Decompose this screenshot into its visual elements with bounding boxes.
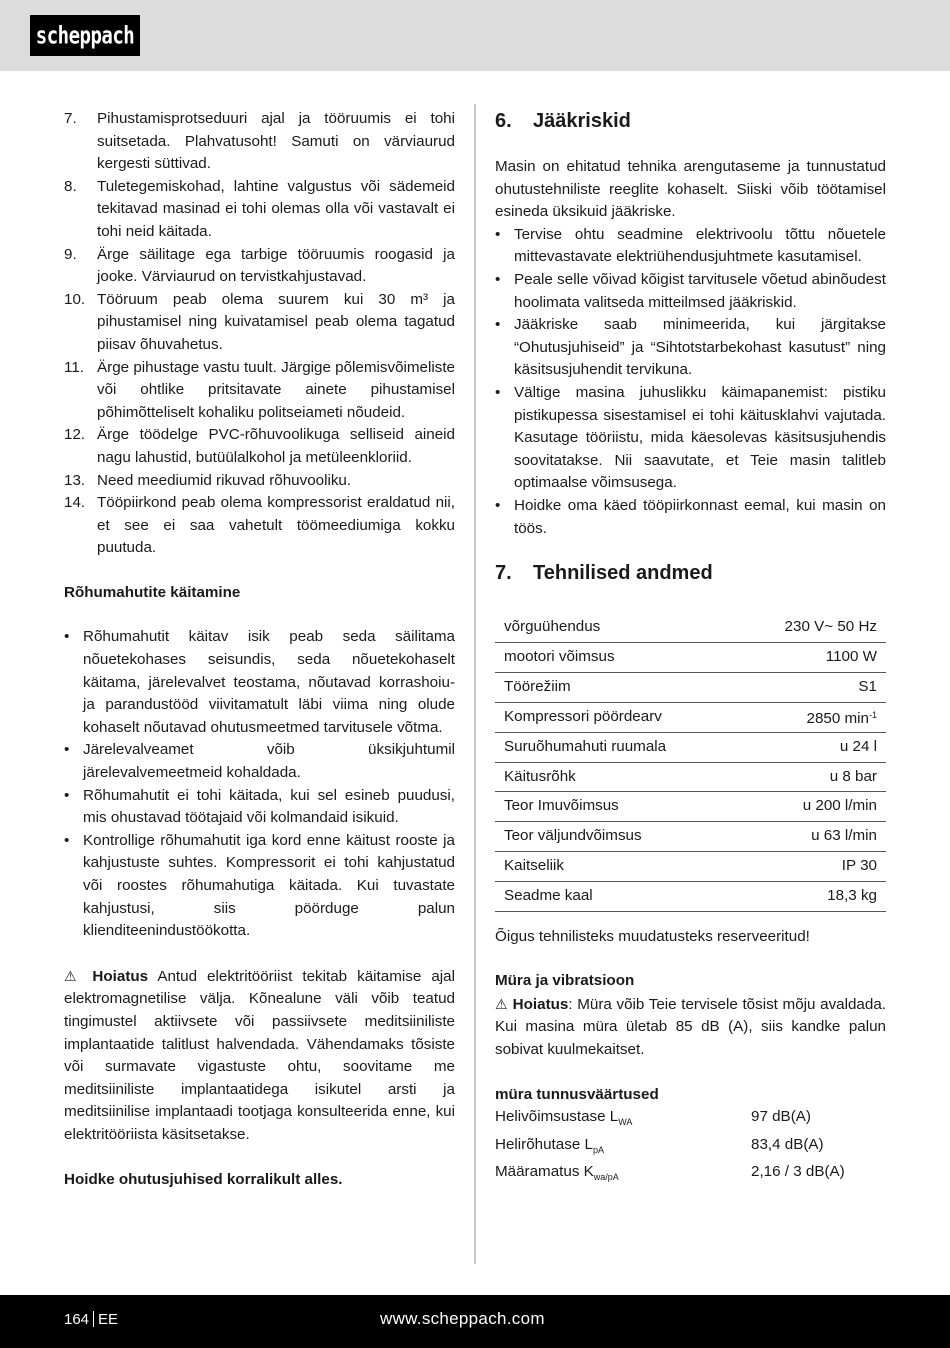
- pressure-bullet-list: [64, 626, 455, 942]
- list-item: • Järelevalveamet võib üksikjuhtumil järelevalvemeetmeid kohaldada.: [64, 741, 455, 782]
- scheppach-logo: scheppach: [30, 15, 140, 56]
- list-item: • Rõhumahutit käitav isik peab seda säilitama nõuetekohases seisundis, seda nõuetekohaselt käitama, järelevalvet teostama, nõutavad korrashoiu- ja parandustööd viivitamatult läbi viima ning olude kohaselt nõutavad ohutusmeetmed tarvitusele võtma.: [64, 628, 455, 736]
- table-row: Töörežiim S1: [495, 673, 886, 703]
- table-row: Teor väljundvõimsus u 63 l/min: [495, 822, 886, 852]
- safety-numbered-list: [64, 108, 455, 560]
- residual-risks-intro: Masin on ehitatud tehnika arengutaseme ja tunnustatud ohutustehniliste reeglite kohaselt. Siiski võib töötamisel esineda üksikuid jääkriske.: [495, 158, 886, 221]
- noise-value-row: Määramatus $K_{wa/pA}$ 2,16 / 3 dB(A): [495, 1163, 845, 1183]
- noise-value-row: Helivõimsustase $L_{WA}$ 97 dB(A): [495, 1108, 811, 1128]
- bullet-icon: •: [495, 383, 501, 401]
- noise-warning-paragraph: ⚠ Hoiatus: Müra võib Teie tervisele tõsist mõju avaldada. Kui masina müra ületab 85 dB (A), siis kandke palun sobivat kuulmekaitset.: [495, 995, 886, 1058]
- table-row: Kompressori pöördearv 2850 $\min^{-1}$: [495, 702, 886, 732]
- list-item: • Peale selle võivad kõigist tarvitusele võetud abinõudest hoolimata valitseda mitteilmsed jääkriskid.: [495, 270, 886, 311]
- rights-reserved-note: Õigus tehnilisteks muudatusteks reserveeritud!: [495, 927, 810, 945]
- list-item: 7. Pihustamisprotseduuri ajal ja tööruumis ei tohi suitsetada. Plahvatusoht! Samuti on värviaurud kergesti süttivad.: [64, 110, 455, 173]
- bullet-icon: •: [495, 316, 501, 334]
- right-column: [495, 108, 886, 1189]
- bullet-icon: •: [64, 741, 70, 759]
- noise-values-title: müra tunnusväärtused: [495, 1085, 659, 1103]
- noise-section-title: Müra ja vibratsioon: [495, 972, 635, 990]
- footer-bar: [0, 1295, 950, 1348]
- list-item: • Kontrollige rõhumahutit iga kord enne käitust rooste ja kahjustuste suhtes. Kompressorit ei tohi kahjustatud või roostes rõhumahutiga käitada. Kui tuvastate kahjustusi, siis pöörduge palun klienditeenindustöökotta.: [64, 831, 455, 940]
- list-item: 14. Tööpiirkond peab olema kompressorist eraldatud nii, et see ei saa vahetult töömeediumiga kokku puutuda.: [64, 494, 455, 557]
- section-heading-technical-data: 7. Tehnilised andmed: [495, 562, 713, 585]
- bullet-icon: •: [64, 786, 70, 804]
- noise-value-row: Helirõhutase $L_{pA}$ 83,4 dB(A): [495, 1135, 824, 1155]
- list-item: • Jääkriske saab minimeerida, kui järgitakse “Ohutusjuhiseid” ja “Sihtotstarbekohast kasutust” ning käsitsusjuhendit tervikuna.: [495, 316, 886, 379]
- table-row: Käitusrõhk u 8 bar: [495, 762, 886, 792]
- divider: [93, 1311, 94, 1327]
- table-row: Kaitseliik IP 30: [495, 851, 886, 881]
- table-row: Suruõhumahuti ruumala u 24 l: [495, 732, 886, 762]
- list-item: 11. Ärge pihustage vastu tuult. Järgige põlemisvõimeliste või ohtlike pritsitavate ainete pihustamisel põhimõtteliselt kohaliku politseiameti nõudeid.: [64, 358, 455, 421]
- list-item: 13. Need meediumid rikuvad rõhuvooliku.: [64, 471, 352, 489]
- table-row: Teor Imuvõimsus u 200 l/min: [495, 792, 886, 822]
- table-row: Seadme kaal 18,3 kg: [495, 881, 886, 911]
- language-code: EE: [98, 1311, 119, 1328]
- bullet-icon: •: [495, 225, 501, 243]
- bullet-icon: •: [495, 496, 501, 514]
- warning-triangle-icon: ⚠: [64, 967, 83, 984]
- section-heading-residual-risks: 6. Jääkriskid: [495, 110, 631, 132]
- list-item: • Vältige masina juhuslikku käimapanemist: pistiku pistikupessa sisestamisel ei tohi käitusklahvi vajutada. Kasutage tööriistu, mida käesolevas käsitsusjuhendis soovitatakse. Nii saavutate, et Teie masin talitleb optimaalse võimsusega.: [495, 383, 886, 492]
- list-item: 10. Tööruum peab olema suurem kui 30 m³ ja pihustamisel ning kuivatamisel peab olema tagatud piisav õhuvahetus.: [64, 290, 455, 353]
- left-column: [64, 108, 455, 1191]
- page-indicator: [64, 1311, 118, 1328]
- header-bar: [0, 0, 950, 71]
- emf-warning-paragraph: ⚠ Hoiatus Antud elektritööriist tekitab käitamise ajal elektromagnetilise välja. Kõnealune väli võib teatud tingimustel aktiivsete või passiivsete meditsiiniliste implantaatide talitlust halvendada. Vähendamaks tõsiste või surmavate vigastuste ohtu, soovitame me meditsiiniliste implantaatidega isikutel arsti ja meditsiinilise implantaadi tootjaga konsulteerida enne, kui elektritööriista käsitsetakse.: [64, 967, 455, 1143]
- residual-risks-list: [495, 224, 886, 540]
- technical-data-table: [495, 613, 886, 911]
- list-item: 9. Ärge säilitage ega tarbige tööruumis roogasid ja jooke. Värviaurud on tervistkahjustavad.: [64, 245, 455, 286]
- table-row: võrguühendus 230 V~ 50 Hz: [495, 613, 886, 643]
- website-link[interactable]: www.scheppach.com: [380, 1309, 545, 1328]
- list-item: • Tervise ohtu seadmine elektrivoolu tõttu nõuetele mittevastavate elektriühendusjuhtmete kasutamisel.: [495, 225, 886, 266]
- warning-label: Hoiatus: [512, 995, 569, 1013]
- list-item: 8. Tuletegemiskohad, lahtine valgustus või sädemeid tekitavad masinad ei tohi olemas olla või vastavalt ei tohi neid käitada.: [64, 177, 455, 240]
- bullet-icon: •: [64, 831, 70, 849]
- closing-note: Hoidke ohutusjuhised korralikult alles.: [64, 1170, 343, 1188]
- page-number: 164: [64, 1311, 90, 1328]
- list-item: • Rõhumahutit ei tohi käitada, kui sel esineb puudusi, mis ohustavad töötajaid või kolmandaid isikuid.: [64, 786, 455, 827]
- warning-triangle-icon: ⚠: [495, 995, 508, 1012]
- list-item: • Hoidke oma käed tööpiirkonnast eemal, kui masin on töös.: [495, 496, 886, 537]
- warning-label: Hoiatus: [92, 967, 149, 985]
- list-item: 12. Ärge töödelge PVC-rõhuvoolikuga selliseid aineid nagu lahustid, butüülalkohol ja metüleenkloriid.: [64, 426, 455, 466]
- bullet-icon: •: [495, 270, 501, 288]
- bullet-icon: •: [64, 628, 70, 646]
- pressure-section-title: Rõhumahutite käitamine: [64, 583, 241, 601]
- table-row: mootori võimsus 1100 W: [495, 643, 886, 673]
- column-divider: [474, 104, 476, 1264]
